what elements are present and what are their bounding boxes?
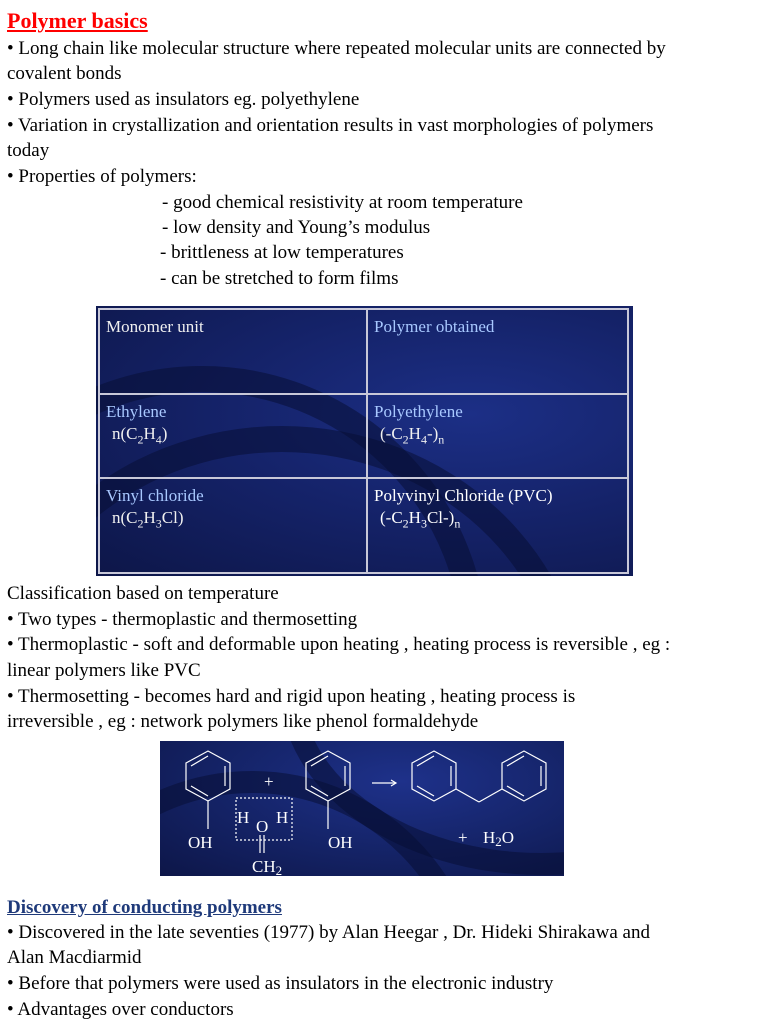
property-line: - good chemical resistivity at room temperature bbox=[162, 192, 523, 213]
polymer-table-slide bbox=[96, 306, 633, 576]
text-line: • Two types - thermoplastic and thermosetting bbox=[7, 609, 358, 630]
text-line: covalent bonds bbox=[7, 63, 122, 84]
text-line: linear polymers like PVC bbox=[7, 660, 201, 681]
text-line: • Variation in crystallization and orientation results in vast morphologies of polymers bbox=[7, 115, 654, 136]
benzene-ring-product-left bbox=[412, 751, 456, 801]
text-line: • Advantages over conductors bbox=[7, 999, 234, 1020]
text-line: today bbox=[7, 140, 50, 161]
text-line: Alan Macdiarmid bbox=[7, 947, 142, 968]
table-cell-monomer bbox=[99, 478, 367, 573]
section-title-polymer-basics: Polymer basics bbox=[7, 8, 148, 33]
table-header-row bbox=[99, 309, 628, 394]
table-header-cell: Monomer unit bbox=[99, 309, 367, 394]
table-cell-monomer bbox=[99, 394, 367, 479]
phenol-formaldehyde-reaction-slide bbox=[160, 741, 564, 876]
text-line: irreversible , eg : network polymers like phenol formaldehyde bbox=[7, 711, 479, 732]
hydrogen-label-left: H bbox=[237, 808, 250, 827]
property-line: - brittleness at low temperatures bbox=[160, 242, 404, 263]
text-line: • Properties of polymers: bbox=[7, 166, 197, 187]
benzene-ring-product-right bbox=[502, 751, 546, 801]
polymer-name: Polyethylene bbox=[374, 401, 463, 421]
text-line: Classification based on temperature bbox=[7, 583, 279, 604]
table-cell-polymer bbox=[367, 478, 628, 573]
table-cell-polymer bbox=[367, 394, 628, 479]
text-line: • Thermoplastic - soft and deformable upon heating , heating process is reversible , eg : bbox=[7, 634, 671, 655]
polymer-name: Polyvinyl Chloride (PVC) bbox=[374, 486, 553, 506]
monomer-name: Ethylene bbox=[106, 401, 167, 421]
benzene-ring-left bbox=[186, 751, 230, 801]
hydroxyl-label-left: OH bbox=[188, 833, 213, 852]
text-line: • Polymers used as insulators eg. polyethylene bbox=[7, 89, 360, 110]
monomer-name: Vinyl chloride bbox=[106, 486, 204, 506]
methylene-label: CH2 bbox=[252, 857, 283, 876]
section-title-conducting-polymers: Discovery of conducting polymers bbox=[7, 897, 282, 918]
product-plus-sign: + bbox=[458, 828, 468, 847]
hydroxyl-label-right: OH bbox=[328, 833, 353, 852]
monomer-formula: $n(C_2H_4)$ bbox=[112, 423, 168, 447]
text-line: • Thermosetting - becomes hard and rigid upon heating , heating process is bbox=[7, 686, 576, 707]
table-row bbox=[99, 478, 628, 573]
benzene-ring-middle bbox=[306, 751, 350, 801]
plus-sign: + bbox=[264, 772, 274, 791]
polymer-formula: $(-C_2H_4-)_n$ bbox=[380, 423, 445, 447]
monomer-polymer-table bbox=[98, 308, 629, 574]
hydrogen-label-right: H bbox=[276, 808, 289, 827]
reaction-structures bbox=[160, 741, 564, 876]
text-line: • Long chain like molecular structure where repeated molecular units are connected by bbox=[7, 38, 666, 59]
table-row bbox=[99, 394, 628, 479]
monomer-formula: $n(C_2H_3Cl)$ bbox=[112, 508, 184, 531]
oxygen-label: O bbox=[256, 817, 269, 836]
polymer-formula: $(-C_2H_3Cl-)_n$ bbox=[380, 508, 461, 531]
table-header-cell: Polymer obtained bbox=[367, 309, 628, 394]
text-line: • Before that polymers were used as insulators in the electronic industry bbox=[7, 973, 554, 994]
property-line: - low density and Young’s modulus bbox=[162, 217, 431, 238]
text-line: • Discovered in the late seventies (1977) by Alan Heegar , Dr. Hideki Shirakawa and bbox=[7, 922, 650, 943]
water-label: H2O bbox=[483, 828, 515, 849]
property-line: - can be stretched to form films bbox=[160, 268, 399, 289]
